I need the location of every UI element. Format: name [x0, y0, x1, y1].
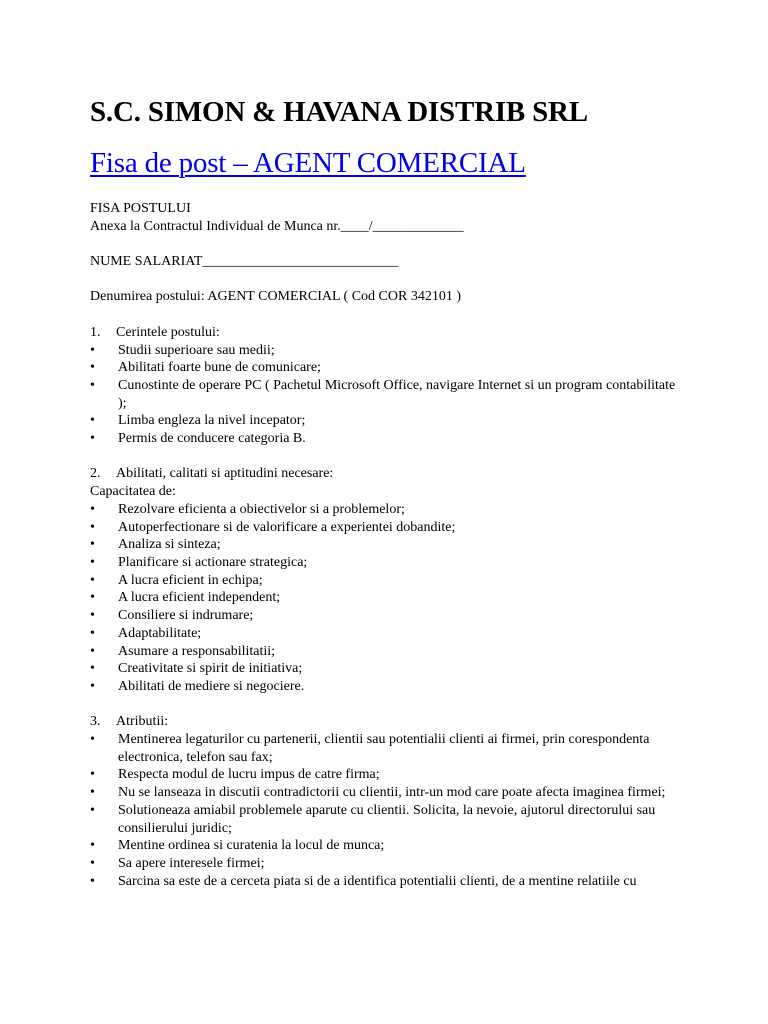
list-item	[90, 855, 680, 873]
bullet-icon: •	[90, 643, 95, 659]
section-heading	[90, 465, 680, 483]
list-item-text: Creativitate si spirit de initiativa;	[118, 661, 303, 677]
section-1	[90, 324, 680, 466]
list-item-text: Autoperfectionare si de valorificare a experientei dobandite;	[118, 519, 456, 535]
bullet-icon: •	[90, 838, 95, 854]
list-item-text: Permis de conducere categoria B.	[118, 431, 306, 447]
document-title-link[interactable]: Fisa de post – AGENT COMERCIAL	[90, 147, 526, 179]
bullet-icon: •	[90, 555, 95, 570]
bullet-icon: •	[90, 802, 95, 818]
bullet-icon: •	[90, 537, 95, 553]
list-item	[90, 784, 680, 802]
employee-name-line: NUME SALARIAT____________________________	[90, 254, 399, 270]
list-item-text: Mentine ordinea si curatenia la locul de munca;	[118, 838, 385, 854]
section-intro: Capacitatea de:	[90, 484, 176, 500]
list-item	[90, 377, 680, 412]
list-item	[90, 430, 680, 448]
section-title: Atributii:	[116, 714, 169, 730]
list-item	[90, 359, 680, 377]
bullet-icon: •	[90, 519, 95, 535]
list-item	[90, 802, 680, 837]
list-item-text: Solutioneaza amiabil problemele aparute cu clientii. Solicita, la nevoie, ajutorul directorului sau consilierului juridic;	[118, 802, 656, 836]
list-item	[90, 837, 680, 855]
company-name: S.C. SIMON & HAVANA DISTRIB SRL	[90, 96, 588, 128]
list-item-text: A lucra eficient independent;	[118, 590, 281, 606]
list-item	[90, 731, 680, 766]
list-item	[90, 643, 680, 661]
section-title: Cerintele postului:	[116, 324, 220, 340]
list-item-text: Limba engleza la nivel incepator;	[118, 413, 306, 429]
bullet-icon: •	[90, 590, 95, 606]
job-title-line: Denumirea postului: AGENT COMERCIAL ( Cod COR 342101 )	[90, 289, 461, 305]
list-item-text: Analiza si sinteza;	[118, 537, 221, 553]
list-item	[90, 660, 680, 678]
bullet-icon: •	[90, 661, 95, 677]
list-item	[90, 589, 680, 607]
list-item-text: Sarcina sa este de a cerceta piata si de a identifica potentialii clienti, de a mentine relatiile cu	[118, 873, 637, 889]
list-item-text: Abilitati de mediere si negociere.	[118, 678, 305, 694]
section-number: 1.	[90, 324, 101, 340]
list-item	[90, 554, 680, 572]
list-item-text: Planificare si actionare strategica;	[118, 555, 308, 570]
bullet-icon: •	[90, 360, 95, 376]
bullet-icon: •	[90, 572, 95, 588]
bullet-icon: •	[90, 855, 95, 871]
list-item-text: Rezolvare eficienta a obiectivelor si a problemelor;	[118, 501, 405, 517]
list-item	[90, 607, 680, 625]
section-title: Abilitati, calitati si aptitudini necesare:	[116, 466, 334, 482]
list-item-text: Consiliere si indrumare;	[118, 608, 254, 624]
section-heading	[90, 713, 680, 731]
bullet-icon: •	[90, 377, 95, 393]
form-heading: FISA POSTULUI	[90, 201, 191, 216]
list-item-text: A lucra eficient in echipa;	[118, 572, 263, 588]
list-item-text: Abilitati foarte bune de comunicare;	[118, 360, 321, 376]
list-item-text: Adaptabilitate;	[118, 625, 202, 641]
bullet-icon: •	[90, 431, 95, 447]
list-item	[90, 536, 680, 554]
section-number: 2.	[90, 466, 101, 482]
bullet-icon: •	[90, 413, 95, 429]
list-item-text: Nu se lanseaza in discutii contradictorii cu clientii, intr-un mod care poate afecta imaginea firmei;	[118, 785, 666, 801]
bullet-icon: •	[90, 767, 95, 783]
list-item-text: Mentinerea legaturilor cu partenerii, clientii sau potentialii clienti ai firmei, prin corespondenta electronica, telefon sau fax;	[118, 732, 650, 765]
list-item	[90, 766, 680, 784]
bullet-icon: •	[90, 785, 95, 801]
bullet-icon: •	[90, 873, 95, 889]
contract-annex-line: Anexa la Contractul Individual de Munca nr.____/_____________	[90, 218, 464, 234]
bullet-icon: •	[90, 678, 95, 694]
list-item-text: Respecta modul de lucru impus de catre firma;	[118, 767, 380, 783]
list-item	[90, 572, 680, 590]
list-item	[90, 625, 680, 643]
section-number: 3.	[90, 714, 101, 730]
list-item-text: Cunostinte de operare PC ( Pachetul Microsoft Office, navigare Internet si un program contabilitate );	[118, 377, 676, 411]
list-item-text: Sa apere interesele firmei;	[118, 855, 265, 871]
list-item-text: Studii superioare sau medii;	[118, 342, 275, 358]
list-item	[90, 873, 680, 891]
bullet-icon: •	[90, 342, 95, 358]
section-3	[90, 713, 680, 890]
list-item	[90, 342, 680, 360]
document-body	[90, 200, 680, 890]
bullet-icon: •	[90, 732, 95, 748]
list-item	[90, 678, 680, 696]
list-item-text: Asumare a responsabilitatii;	[118, 643, 276, 659]
section-2	[90, 465, 680, 713]
list-item	[90, 519, 680, 537]
section-heading	[90, 324, 680, 342]
bullet-icon: •	[90, 501, 95, 517]
bullet-icon: •	[90, 608, 95, 624]
list-item	[90, 412, 680, 430]
bullet-icon: •	[90, 625, 95, 641]
sections-container	[90, 324, 680, 890]
list-item	[90, 501, 680, 519]
